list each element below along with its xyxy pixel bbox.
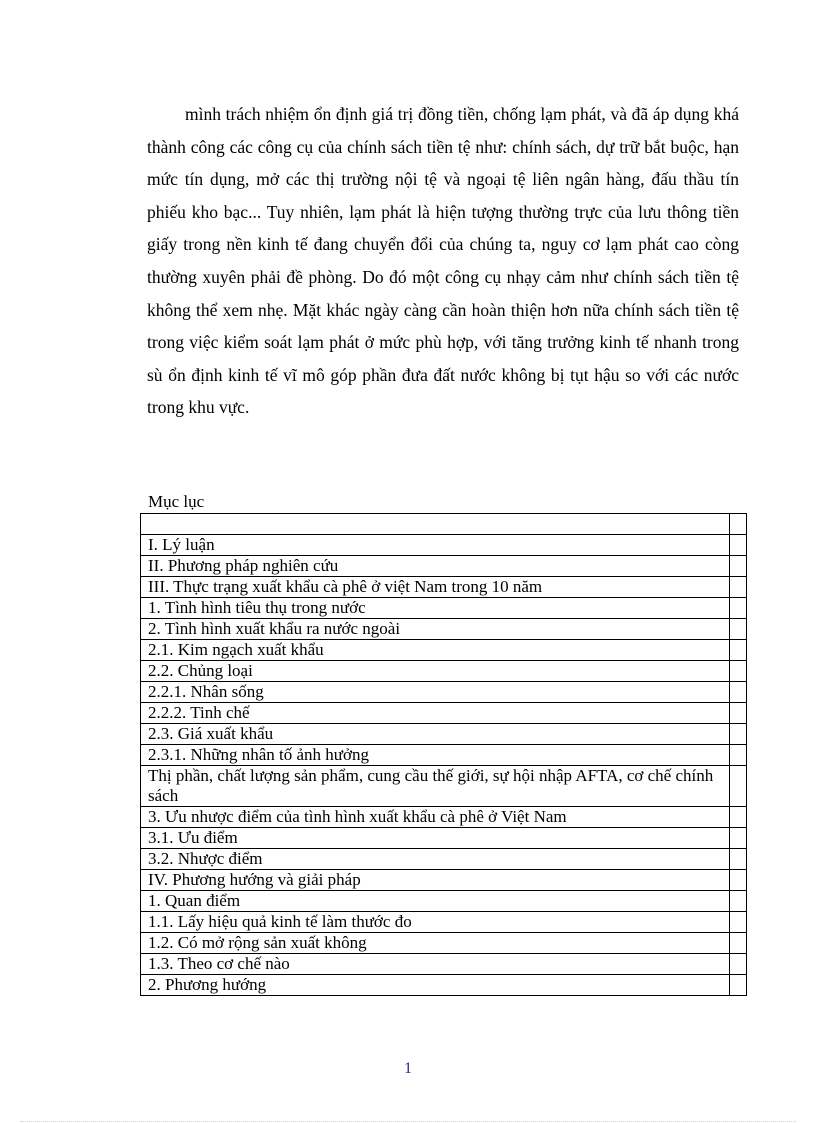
toc-page-cell (730, 640, 747, 661)
toc-entry: 2.2.1. Nhân sống (141, 682, 730, 703)
toc-row (141, 933, 747, 954)
toc-row (141, 807, 747, 828)
toc-row (141, 598, 747, 619)
toc-entry: 1. Quan điểm (141, 891, 730, 912)
toc-page-cell (730, 577, 747, 598)
toc-page-cell (730, 807, 747, 828)
toc-entry: I. Lý luận (141, 535, 730, 556)
toc-row (141, 577, 747, 598)
toc-page-cell (730, 703, 747, 724)
toc-entry (141, 514, 730, 535)
toc-entry: 3. Ưu nhược điểm của tình hình xuất khẩu cà phê ở Việt Nam (141, 807, 730, 828)
toc-page-cell (730, 912, 747, 933)
toc-page-cell (730, 661, 747, 682)
toc-entry: 2.2. Chủng loại (141, 661, 730, 682)
toc-row (141, 891, 747, 912)
toc-page-cell (730, 975, 747, 996)
toc-page-cell (730, 849, 747, 870)
toc-row (141, 661, 747, 682)
toc-entry: Thị phần, chất lượng sản phẩm, cung cầu thế giới, sự hội nhập AFTA, cơ chế chính sách (141, 766, 730, 807)
page-number: 1 (404, 1060, 412, 1077)
toc-row (141, 535, 747, 556)
toc-page-cell (730, 535, 747, 556)
toc-page-cell (730, 828, 747, 849)
toc-page-cell (730, 619, 747, 640)
toc-row (141, 640, 747, 661)
toc-page-cell (730, 514, 747, 535)
toc-page-cell (730, 891, 747, 912)
toc-row (141, 828, 747, 849)
toc-row (141, 849, 747, 870)
toc-row (141, 514, 747, 535)
toc-row (141, 745, 747, 766)
toc-row (141, 954, 747, 975)
toc-row (141, 703, 747, 724)
toc-entry: 2.3. Giá xuất khẩu (141, 724, 730, 745)
toc-row (141, 912, 747, 933)
page-bottom-rule (20, 1121, 796, 1122)
toc-page-cell (730, 766, 747, 807)
toc-title: Mục lục (148, 492, 205, 511)
toc-entry: III. Thực trạng xuất khẩu cà phê ở việt Nam trong 10 năm (141, 577, 730, 598)
toc-page-cell (730, 745, 747, 766)
toc-row (141, 870, 747, 891)
toc-entry: 1.1. Lấy hiệu quả kinh tế làm thước đo (141, 912, 730, 933)
toc-page-cell (730, 682, 747, 703)
toc-entry: IV. Phương hướng và giải pháp (141, 870, 730, 891)
toc-page-cell (730, 870, 747, 891)
toc-row (141, 619, 747, 640)
toc-entry: 2. Tình hình xuất khẩu ra nước ngoài (141, 619, 730, 640)
toc-entry: 1.2. Có mở rộng sản xuất không (141, 933, 730, 954)
toc-entry: 2.2.2. Tinh chế (141, 703, 730, 724)
toc-row (141, 682, 747, 703)
toc-entry: 2.3.1. Những nhân tố ảnh hưởng (141, 745, 730, 766)
toc-entry: 3.1. Ưu điểm (141, 828, 730, 849)
toc-table (140, 513, 747, 996)
toc-entry: 1.3. Theo cơ chế nào (141, 954, 730, 975)
body-paragraph: mình trách nhiệm ổn định giá trị đồng tiền, chống lạm phát, và đã áp dụng khá thành công các công cụ của chính sách tiền tệ như: chính sách, dự trữ bắt buộc, hạn mức tín dụng, mở các thị trường nội tệ và ngoại tệ liên ngân hàng, đấu thầu tín phiếu kho bạc... Tuy nhiên, lạm phát là hiện tượng thường trực của lưu thông tiền giấy trong nền kinh tế đang chuyển đổi của chúng ta, nguy cơ lạm phát cao còng thường xuyên phải đề phòng. Do đó một công cụ nhạy cảm như chính sách tiền tệ không thể xem nhẹ. Mặt khác ngày càng cần hoàn thiện hơn nữa chính sách tiền tệ trong việc kiểm soát lạm phát ở mức phù hợp, với tăng trưởng kinh tế nhanh trong sù ổn định kinh tế vĩ mô góp phần đưa đất nước không bị tụt hậu so với các nước trong khu vực. (147, 104, 739, 418)
toc-row (141, 975, 747, 996)
toc-entry: 2. Phương hướng (141, 975, 730, 996)
toc-page-cell (730, 598, 747, 619)
toc-page-cell (730, 556, 747, 577)
toc-entry: 3.2. Nhược điểm (141, 849, 730, 870)
toc-row (141, 724, 747, 745)
toc-row (141, 766, 747, 807)
toc-page-cell (730, 933, 747, 954)
toc-entry: 2.1. Kim ngạch xuất khẩu (141, 640, 730, 661)
toc-entry: 1. Tình hình tiêu thụ trong nước (141, 598, 730, 619)
toc-page-cell (730, 724, 747, 745)
toc-page-cell (730, 954, 747, 975)
toc-row (141, 556, 747, 577)
toc-entry: II. Phương pháp nghiên cứu (141, 556, 730, 577)
